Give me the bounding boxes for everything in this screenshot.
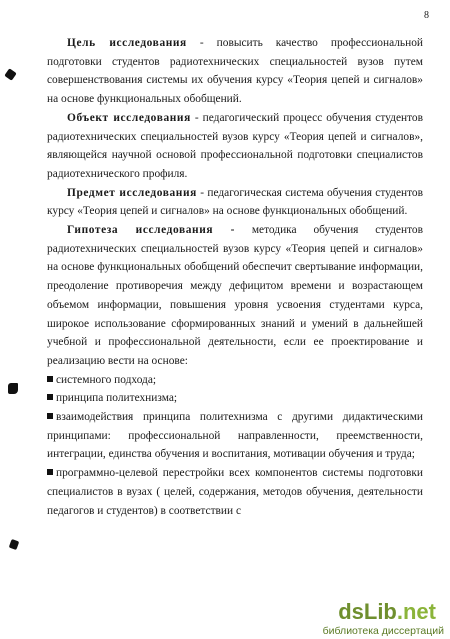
watermark-subtitle: библиотека диссертаций xyxy=(322,625,444,637)
list-item-text: взаимодействия принципа политехнизма с другими дидактическими принципами: профессиональной направленности, преемственности, интеграции, единства обучения и воспитания, мотивации обучения и труда; xyxy=(47,411,423,461)
subject-text: - педагогическая система обучения студентов курсу «Теория цепей и сигналов» на основе функциональных обобщений. xyxy=(47,186,423,218)
list-item xyxy=(47,408,423,464)
scan-mark xyxy=(9,539,20,550)
page-number: 8 xyxy=(424,10,429,21)
bullet-square-icon xyxy=(47,469,53,475)
object-paragraph xyxy=(47,109,423,184)
watermark-logo: dsLib.net xyxy=(338,599,436,624)
scan-mark xyxy=(4,68,17,81)
subject-paragraph xyxy=(47,184,423,221)
list-item xyxy=(47,464,423,520)
hypothesis-label: Гипотеза исследования - xyxy=(67,224,235,237)
list-item-text: системного подхода; xyxy=(56,373,157,386)
document-body xyxy=(47,34,423,520)
object-label: Объект исследования xyxy=(67,111,191,124)
bullet-square-icon xyxy=(47,413,53,419)
bullet-square-icon xyxy=(47,376,53,382)
hypothesis-paragraph xyxy=(47,221,423,371)
object-text: - педагогический процесс обучения студентов радиотехнических специальностей вузов курсу «Теория цепей и сигналов», являющейся научной основой профессиональной подготовки специалистов радиотехнического профиля. xyxy=(47,111,423,180)
bullet-square-icon xyxy=(47,394,53,400)
goal-paragraph xyxy=(47,34,423,109)
list-item xyxy=(47,389,423,408)
goal-label: Цель исследования xyxy=(67,37,187,49)
hypothesis-text: методика обучения студентов радиотехнических специальностей вузов курсу «Теория цепей и сигналов» на основе функциональных обобщений обеспечит свертывание информации, преодоление противоречия между дефицитом времени и возрастающем объемом информации, повышения уровня усвоения студентами курса, широкое использование сформированных знаний и умений в дальнейшей учебной и профессиональной деятельности, если ее проектирование и реализацию вести на основе: xyxy=(47,224,423,367)
list-item xyxy=(47,371,423,390)
goal-text: - повысить качество профессиональной подготовки студентов радиотехнических специальностей вузов путем совершенствования системы их обучения курсу «Теория цепей и сигналов» на основе функциональных обобщений. xyxy=(47,37,424,106)
list-item-text: принципа политехнизма; xyxy=(56,392,178,405)
subject-label: Предмет исследования xyxy=(67,186,197,199)
scan-mark xyxy=(8,383,18,394)
dslib-watermark xyxy=(300,599,450,639)
list-item-text: программно-целевой перестройки всех компонентов системы подготовки специалистов в вузах ( целей, содержания, методов обучения, деятельности педагогов и студентов) в соответствии с xyxy=(47,467,423,517)
